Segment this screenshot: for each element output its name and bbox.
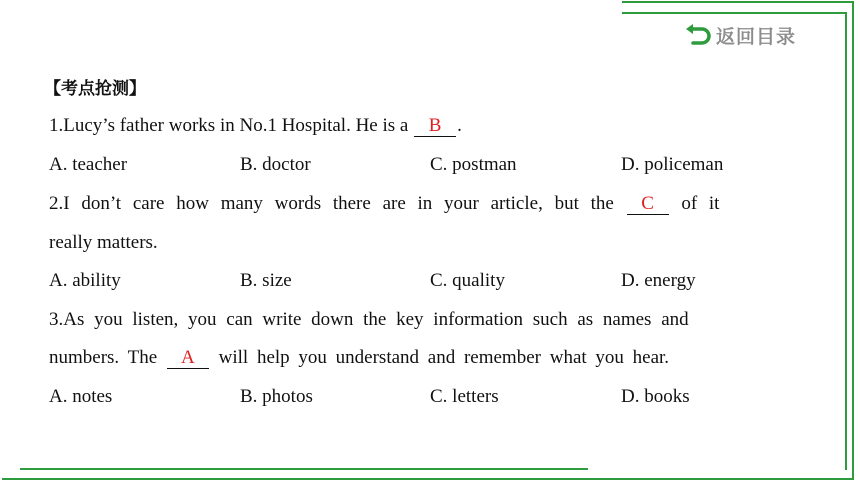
question-2-answer-blank: C [627,194,669,215]
option-b: B. doctor [240,154,311,175]
option-d: D. energy [621,270,696,291]
option-d: D. policeman [621,154,724,175]
option-b: B. size [240,270,292,291]
frame-right-line [852,1,854,479]
option-c: C. quality [430,270,505,291]
option-c: C. letters [430,386,499,407]
question-3-text: 3.As you listen, you can write down the key information such as names and [49,309,689,330]
option-a: A. ability [49,270,121,291]
return-arrow-icon [684,24,712,48]
frame-bottom-line-inner [20,468,588,470]
frame-top-line-inner [622,12,847,14]
back-to-contents-button[interactable] [684,22,796,49]
option-a: A. teacher [49,154,128,175]
question-3-answer-blank: A [167,348,209,369]
option-d: D. books [621,386,690,407]
option-b: B. photos [240,386,313,407]
frame-top-line [622,1,854,3]
question-1-answer-blank: B [414,116,456,137]
section-heading: 【考点抢测】 [44,79,146,99]
option-c: C. postman [430,154,517,175]
option-a: A. notes [49,386,113,407]
question-2-text-continued: really matters. [49,232,158,253]
frame-bottom-line [2,478,854,480]
question-1-text: 1.Lucy’s father works in No.1 Hospital. He is a B . [49,115,462,136]
back-to-contents-label: 返回目录 [716,26,797,48]
question-2-text: 2.I don’t care how many words there are in your article, but the C of it [49,193,720,214]
frame-right-line-inner [845,12,847,470]
question-3-text-continued: numbers. The A will help you understand and remember what you hear. [49,347,670,368]
